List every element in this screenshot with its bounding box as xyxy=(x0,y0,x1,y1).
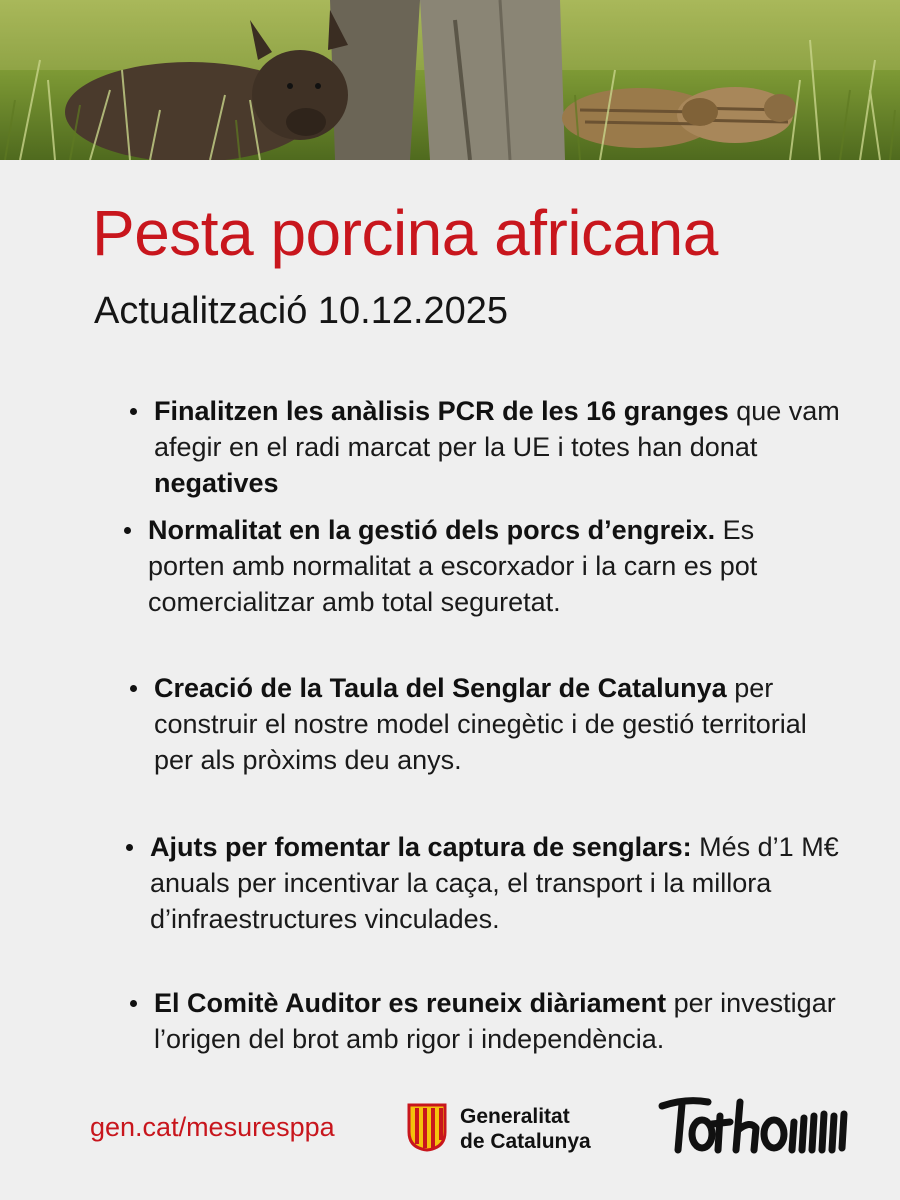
bullet-text: Més d’1 M€ anuals per incentivar la caça, el transport i la millora d’infraestructures vinculades. xyxy=(150,832,839,934)
website-link[interactable]: gen.cat/mesuresppa xyxy=(90,1112,335,1142)
bullet-bold: Creació de la Taula del Senglar de Catalunya xyxy=(154,673,727,703)
generalitat-shield-icon xyxy=(406,1102,448,1157)
bullet-bold-end: negatives xyxy=(154,468,279,498)
list-item xyxy=(124,512,838,620)
bullet-text: Es porten amb normalitat a escorxador i la carn es pot comercialitzar amb total seguretat. xyxy=(148,515,758,617)
tothom-logo xyxy=(656,1094,856,1163)
list-item xyxy=(130,985,844,1057)
bullet-text: que vam afegir en el radi marcat per la UE i totes han donat xyxy=(154,396,840,462)
bullet-dot xyxy=(124,527,131,534)
update-date: Actualització 10.12.2025 xyxy=(94,290,509,332)
bullet-bold: Normalitat en la gestió dels porcs d’engreix. xyxy=(148,515,716,545)
generalitat-line1: Generalitat xyxy=(460,1105,570,1128)
bullet-dot xyxy=(130,685,137,692)
bullet-text: per construir el nostre model cinegètic i de gestió territorial per als pròxims deu anys. xyxy=(154,673,807,775)
bullet-dot xyxy=(126,844,133,851)
bullet-bold: Finalitzen les anàlisis PCR de les 16 granges xyxy=(154,396,729,426)
list-item xyxy=(126,829,840,937)
bullet-text: per investigar l’origen del brot amb rigor i independència. xyxy=(154,988,836,1054)
bullet-dot xyxy=(130,1000,137,1007)
generalitat-wordmark xyxy=(460,1104,591,1154)
generalitat-line2: de Catalunya xyxy=(460,1130,591,1153)
bullet-bold: El Comitè Auditor es reuneix diàriament xyxy=(154,988,667,1018)
bullet-dot xyxy=(130,408,137,415)
page-title: Pesta porcina africana xyxy=(92,197,718,269)
hero-photo xyxy=(0,0,900,160)
list-item xyxy=(130,670,844,778)
list-item xyxy=(130,393,844,501)
bullet-bold: Ajuts per fomentar la captura de senglars: xyxy=(150,832,692,862)
